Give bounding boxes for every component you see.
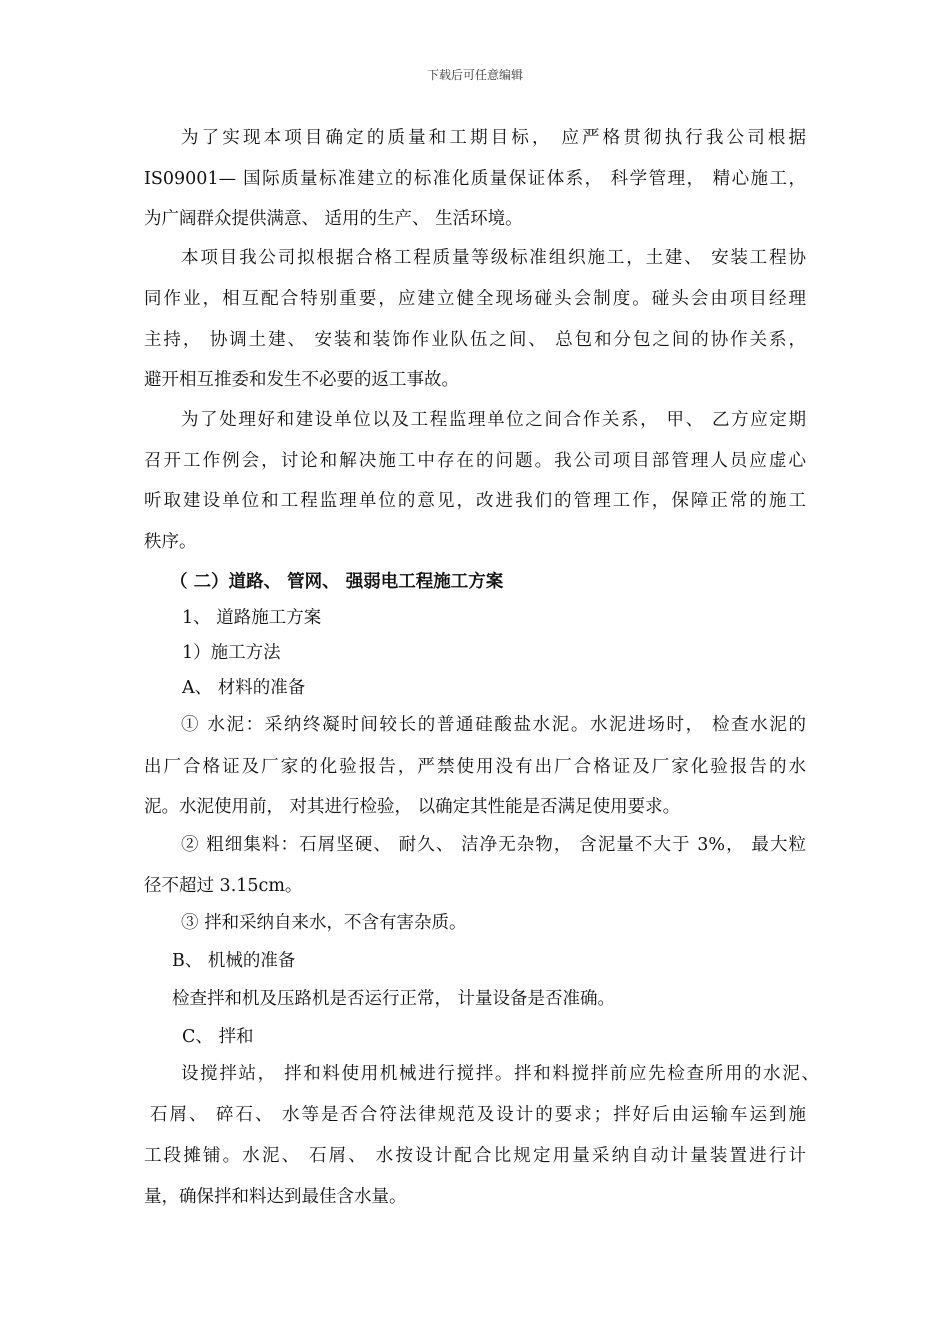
paragraph-line: 避开相互推委和发生不必要的返工事故。 xyxy=(144,370,459,390)
paragraph-line: 主持， 协调土建、 安装和装饰作业队伍之间、 总包和分包之间的协作关系， xyxy=(144,330,806,350)
paragraph-line: 秩序。 xyxy=(144,532,197,552)
paragraph-line: 设搅拌站， 拌和料使用机械进行搅拌。拌和料搅拌前应先检查所用的水泥、 xyxy=(181,1064,819,1084)
paragraph-line: 为了处理好和建设单位以及工程监理单位之间合作关系， 甲、 乙方应定期 xyxy=(181,410,806,430)
paragraph-line: 听取建设单位和工程监理单位的意见，改进我们的管理工作，保障正常的施工 xyxy=(144,491,806,511)
subsection-heading: 1）施工方法 xyxy=(182,643,281,663)
header-note: 下载后可任意编辑 xyxy=(426,68,523,82)
subsection-heading: C、 拌和 xyxy=(182,1027,254,1047)
paragraph-line: 本项目我公司拟根据合格工程质量等级标准组织施工，土建、 安装工程协 xyxy=(181,248,806,268)
paragraph-line: 量，确保拌和料达到最佳含水量。 xyxy=(144,1187,407,1207)
paragraph-line: 出厂合格证及厂家的化验报告，严禁使用没有出厂合格证及厂家化验报告的水 xyxy=(144,757,806,777)
paragraph-line: 为了实现本项目确定的质量和工期目标， 应严格贯彻执行我公司根据 xyxy=(181,128,806,148)
paragraph-line: 泥。水泥使用前， 对其进行检验， 以确定其性能是否满足使用要求。 xyxy=(144,797,681,817)
paragraph-line: IS09001— 国际质量标准建立的标准化质量保证体系， 科学管理， 精心施工， xyxy=(144,169,806,189)
paragraph-line: 工段摊铺。水泥、 石屑、 水按设计配合比规定用量采纳自动计量装置进行计 xyxy=(144,1146,806,1166)
paragraph-line: ① 水泥：采纳终凝时间较长的普通硅酸盐水泥。水泥进场时， 检查水泥的 xyxy=(181,715,806,735)
paragraph-line: 石屑、 碎石、 水等是否合符法律规范及设计的要求；拌好后由运输车运到施 xyxy=(150,1105,806,1125)
paragraph-line: 检查拌和机及压路机是否运行正常， 计量设备是否准确。 xyxy=(172,989,616,1009)
paragraph-line: 召开工作例会，讨论和解决施工中存在的问题。我公司项目部管理人员应虚心 xyxy=(144,451,806,471)
subsection-heading: 1、 道路施工方案 xyxy=(182,608,322,628)
paragraph-line: ③ 拌和采纳自来水，不含有害杂质。 xyxy=(181,913,467,933)
paragraph-line: 为广阔群众提供满意、 适用的生产、 生活环境。 xyxy=(144,209,523,229)
subsection-heading: B、 机械的准备 xyxy=(172,951,296,971)
paragraph-line: ② 粗细集料：石屑坚硬、 耐久、 洁净无杂物， 含泥量不大于 3%， 最大粒 xyxy=(181,835,806,855)
paragraph-line: 径不超过 3.15cm。 xyxy=(144,876,303,896)
section-heading: （ 二）道路、 管网、 强弱电工程施工方案 xyxy=(170,572,504,592)
subsection-heading: A、 材料的准备 xyxy=(182,678,306,698)
paragraph-line: 同作业，相互配合特别重要，应建立健全现场碰头会制度。碰头会由项目经理 xyxy=(144,289,806,309)
